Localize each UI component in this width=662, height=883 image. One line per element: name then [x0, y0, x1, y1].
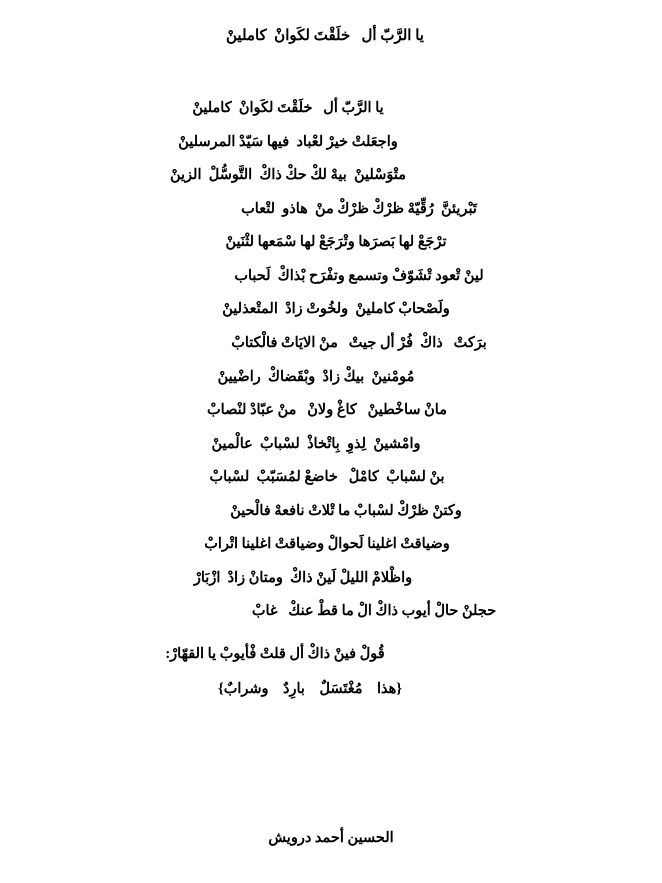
verse-line: برَكتْ ذاكْ فُرْ أل جيتْ منْ الايَاتْ فالْكتابْ: [231, 334, 487, 351]
verse-line: واجعَلتْ خيرْ لعْباد فيها سَيّدْ المرسلينْ: [178, 133, 398, 150]
verse-line: ترْجَعْ لها بَصرَها وتْرَجَعْ لها سْمَعها لثْنَينْ: [225, 234, 447, 251]
verse-line: وكتنْ ظرْكْ لسْبابْ ما تْلاتْ نافعهْ فالْحينْ: [230, 502, 462, 519]
page-title: يا الرَّبّ أل خلَقْتَ لكَوانْ كاملينْ: [226, 28, 424, 44]
author-name: الحسين أحمد درويش: [268, 830, 394, 846]
verse-line: وضياقتْ اغلينا لَحوالْ وضياقتْ اغلينا اتْرابْ: [204, 536, 450, 553]
verse-line: لينْ تْعود تْشَوّفْ وتسمع وتفْرَح بْذاكْ لَحباب: [234, 267, 484, 284]
verse-line: يا الرَّبّ أل خلَقْتَ لكَوانْ كاملينْ: [192, 100, 384, 116]
verse-line: مُومْنينْ بيكْ زادْ وبْقَضاكْ راضْيينْ: [217, 368, 415, 385]
quote-introduction: قُولْ فينْ ذاكْ أل قلتْ فْأيوبْ يا القهّارْ:: [165, 646, 385, 662]
verse-line: ولَصْحابْ كاملينْ ولخُوتْ زادْ المتْعذلينْ: [222, 301, 450, 318]
verse-line: تَبْريئنَّ رُقِّيّهْ ظرْكْ ظرْكْ منْ هاذو لتْعاب: [241, 200, 477, 217]
poem-body: [34, 99, 628, 622]
verse-line: واظْلامْ الليلْ لَينْ ذاكْ ومتانْ زادْ ازْبَارْ: [193, 569, 413, 586]
verse-line: مانْ ساخْطينْ كاغْ ولانْ منْ عبّادْ لنْصابْ: [207, 402, 447, 419]
verse-line: وامْشينْ لِذوِ بِاتْخاذْ لسْبابْ عالْمينْ: [211, 435, 421, 452]
verse-line: بنْ لسْبابْ كامْلْ خاضعْ لمُسَبّبْ لسْبابْ: [209, 469, 445, 486]
quranic-quote: {هذا مُغْتَسَلٌ بارِدٌ وشرابٌ}: [217, 681, 402, 697]
verse-line: متْوَسْلينْ بيهْ لكْ حكْ ذاكْ التَّوسُّلْ الزينْ: [169, 167, 407, 184]
verse-line: حجلنْ حالْ أيوب ذاكْ الْ ما قطْ عنكْ غابْ: [251, 603, 497, 620]
